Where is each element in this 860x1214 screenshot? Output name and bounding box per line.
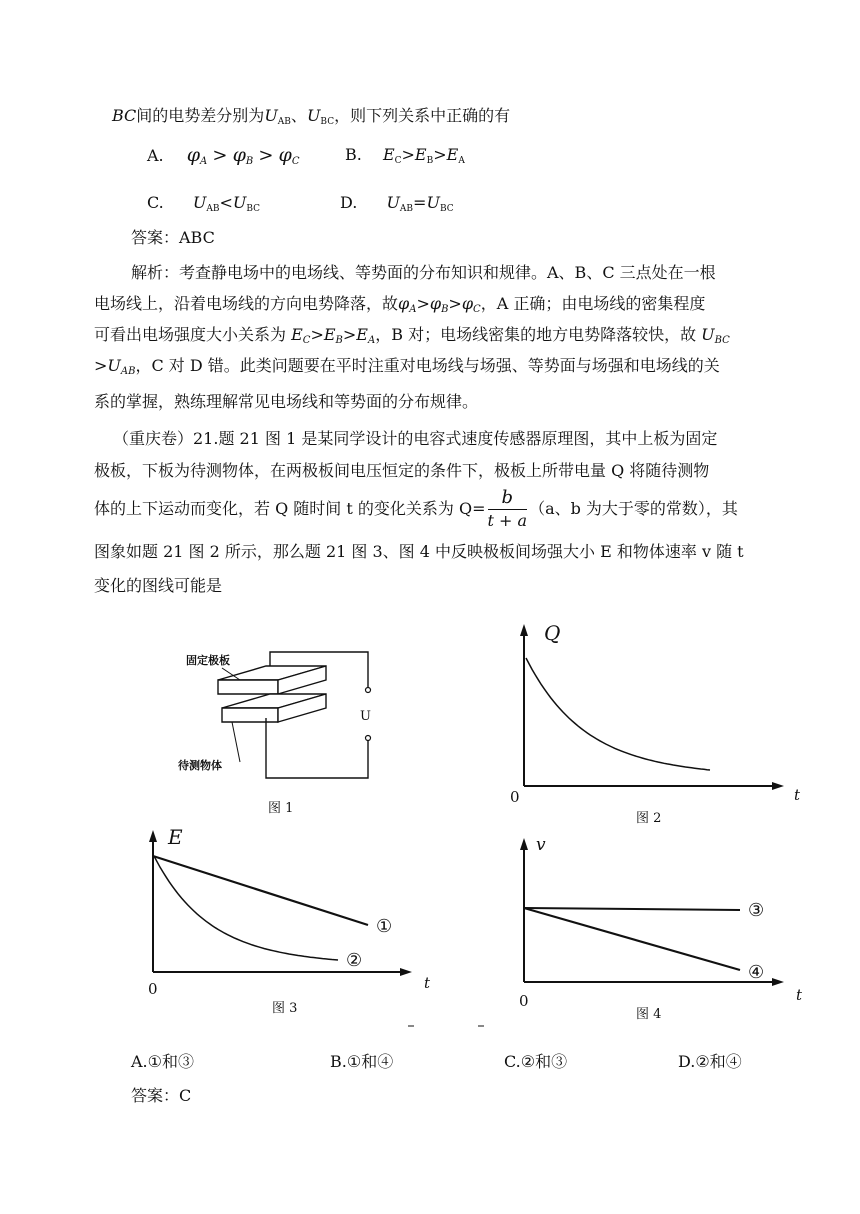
fig2-caption: 图 2 xyxy=(636,811,662,826)
option2-b: B.①和④ xyxy=(330,1052,394,1071)
question2-line-2: 极板，下板为待测物体，在两极板间电压恒定的条件下，极板上所带电量 Q 将随待测物 xyxy=(94,461,710,480)
fig4-y-label: v xyxy=(536,835,546,855)
voltage-label: U xyxy=(360,709,371,724)
fig4-x-label: t xyxy=(796,986,803,1004)
fig3-y-label: E xyxy=(168,825,183,849)
fig4-line-3 xyxy=(524,908,740,910)
fig2-x-label: t xyxy=(794,786,801,804)
question2-line-3: 体的上下运动而变化，若 Q 随时间 t 的变化关系为 Q= $\frac{b}{t + a}$ （a、b 为大于零的常数），其 xyxy=(94,487,738,530)
answer-2: 答案：C xyxy=(131,1086,192,1105)
top-plate-label: 固定极板 xyxy=(186,654,230,667)
figure-4 xyxy=(519,835,803,1022)
fig4-caption: 图 4 xyxy=(636,1007,662,1022)
fig3-curve-2 xyxy=(154,856,338,960)
option2-d: D.②和④ xyxy=(678,1052,742,1071)
fig1-caption: 图 1 xyxy=(268,801,294,816)
fig3-origin: 0 xyxy=(148,980,158,998)
fig3-label-2: ② xyxy=(346,950,363,971)
bottom-plate-label: 待测物体 xyxy=(178,759,222,772)
option-a: A. $\varphi_A > \varphi_B > \varphi_C$ xyxy=(147,144,300,167)
fig4-x-arrow xyxy=(772,978,784,986)
option2-c: C.②和③ xyxy=(504,1052,568,1071)
option-b: B. EC>EB>EA xyxy=(345,145,465,166)
figure-3 xyxy=(148,825,431,1016)
fig4-label-3: ③ xyxy=(748,900,765,921)
question-stem: BC间的电势差分别为UAB、UBC，则下列关系中正确的有 xyxy=(112,106,511,127)
fig3-x-label: t xyxy=(424,974,431,992)
fig4-origin: 0 xyxy=(519,992,529,1010)
fig4-label-4: ④ xyxy=(748,962,765,983)
terminal-bottom xyxy=(366,736,371,741)
analysis-line-1: 解析：考查静电场中的电场线、等势面的分布知识和规律。A、B、C 三点处在一根 xyxy=(131,263,716,282)
question2-line-5: 变化的图线可能是 xyxy=(94,576,223,595)
fig2-q-curve xyxy=(526,658,710,770)
leader-bottom xyxy=(232,722,240,762)
answer-1: 答案：ABC xyxy=(131,228,215,247)
option2-a: A.①和③ xyxy=(131,1052,194,1071)
top-plate-front xyxy=(218,680,278,694)
bottom-plate-front xyxy=(222,708,278,722)
fig3-caption: 图 3 xyxy=(272,1001,298,1016)
terminal-top xyxy=(366,688,371,693)
fig3-y-arrow xyxy=(149,830,157,842)
fig2-y-label: Q xyxy=(544,621,561,645)
fig3-line-1 xyxy=(153,856,368,925)
figures-area xyxy=(0,610,860,1080)
analysis-line-5: 系的掌握，熟练理解常见电场线和等势面的分布规律。 xyxy=(94,392,479,411)
wire-bottom xyxy=(266,718,368,778)
fig2-x-arrow xyxy=(772,782,784,790)
fig2-y-arrow xyxy=(520,624,528,636)
fraction: $\frac{b}{t + a}$ xyxy=(487,487,528,530)
figure-2 xyxy=(510,621,801,826)
fig4-line-4 xyxy=(524,908,740,970)
fig3-label-1: ① xyxy=(376,916,393,937)
analysis-line-4: $>U_{AB}$，C 对 D 错。此类问题要在平时注重对电场线与场强、等势面与场强和电场线的关 xyxy=(94,356,720,377)
analysis-line-2: 电场线上，沿着电场线的方向电势降落，故$\varphi_A>\varphi_B>\varphi_C$，A 正确；由电场线的密集程度 xyxy=(94,294,706,315)
figure-1 xyxy=(178,652,371,816)
analysis-line-3: 可看出电场强度大小关系为 $E_C>E_B>E_A$，B 对；电场线密集的地方电势降落较快，故 $U_{BC}$ xyxy=(94,325,730,346)
question2-line-4: 图象如题 21 图 2 所示，那么题 21 图 3、图 4 中反映极板间场强大小 E 和物体速率 v 随 t xyxy=(94,542,744,561)
fig4-y-arrow xyxy=(520,838,528,850)
option-d: D. UAB=UBC xyxy=(340,193,454,214)
fig3-x-arrow xyxy=(400,968,412,976)
fig2-origin: 0 xyxy=(510,788,520,806)
option-c: C. UAB<UBC xyxy=(147,193,261,214)
question2-line-1: （重庆卷）21.题 21 图 1 是某同学设计的电容式速度传感器原理图，其中上板为固定 xyxy=(113,429,718,448)
